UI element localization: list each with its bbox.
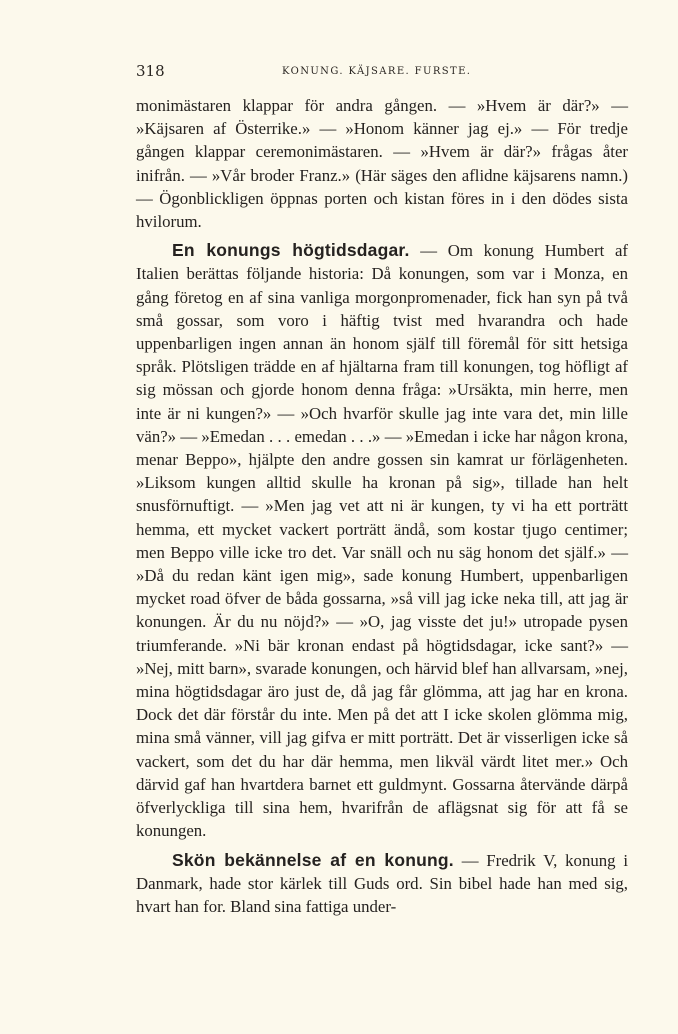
section-text: — Om konung Humbert af Italien berättas följande historia: Då konungen, som var i Monza, en gång företog en af sina vanliga morgonpromenader, fick han syn på två små gossar, som voro i häftig tvist med hvarandra och hade uppenbarligen ingen annan än honom själf till föremål för sitt hetsiga språk. Plötsligen trädde en af hjältarna fram till konungen, tog höfligt af sig mössan och gjorde honom denna fråga: »Ursäkta, min herre, men inte är ni kungen?» — »Och hvarför skulle jag inte vara det, min lille vän?» — »Emedan . . . emedan . . .» — »Emedan i icke har någon krona, menar Beppo», hjälpte den andre gossen sin kamrat ur förlägenheten. »Liksom kungen alltid skulle ha kronan på sig», tillade han helt snusförnuftigt. — »Men jag vet att ni är kungen, ty vi ha ett porträtt hemma, ett mycket vackert porträtt ändå, som kostar tjugo centimer; men Beppo ville icke tro det. Var snäll och nu säg honom det själf.» — »Då du redan känt igen mig», sade konung Humbert, uppenbarligen mycket road öfver de båda gossarna, »så vill jag icke neka till, att jag är konungen. Är du nu nöjd?» — »O, jag visste det ju!» utropade pysen triumferande. »Ni bär kronan endast på högtidsdagar, icke sant?» — »Nej, mitt barn», svarade konungen, och härvid blef han allvarsam, »nej, mina högtidsdagar äro just de, då jag får glömma, att jag har en krona. Dock det där förstår du inte. Men på det att I icke skolen glömma mig, mina små vänner, vill jag gifva er mitt porträtt. Det är visserligen icke så vackert, som det du har där hemma, men likväl värdt litet mer.» Och därvid gaf han hvartdera barnet ett guldmynt. Gossarna återvände därpå öfverlyckliga till sina hem, hvarifrån de aflägsnat sig för att få se konungen.: [136, 241, 628, 841]
paragraph-continuation: monimästaren klappar för andra gången. — »Hvem är där?» — »Käjsaren af Österrike.» — »Honom känner jag ej.» — För tredje gången klappar ceremonimästaren. — »Hvem är där?» frågas åter inifrån. — »Vår broder Franz.» (Här säges den aflidne käjsarens namn.) — Ögonblickligen öppnas porten och kistan föres in i den dödes sista hvilorum.: [136, 96, 628, 232]
page-number: 318: [136, 62, 165, 80]
page-body: [136, 94, 628, 918]
section-text: — Fredrik V, konung i Danmark, hade stor kärlek till Guds ord. Sin bibel hade han med sig, hvart han for. Bland sina fattiga under-: [136, 850, 628, 916]
running-head: KONUNG. KÄJSARE. FURSTE.: [282, 66, 472, 77]
section-title: En konungs högtidsdagar.: [172, 240, 410, 261]
section-skon-bekannelse: [136, 849, 628, 919]
section-konungs-hogtidsdagar: [136, 239, 628, 842]
section-title: Skön bekännelse af en konung.: [172, 849, 454, 870]
page-header: [136, 62, 628, 84]
